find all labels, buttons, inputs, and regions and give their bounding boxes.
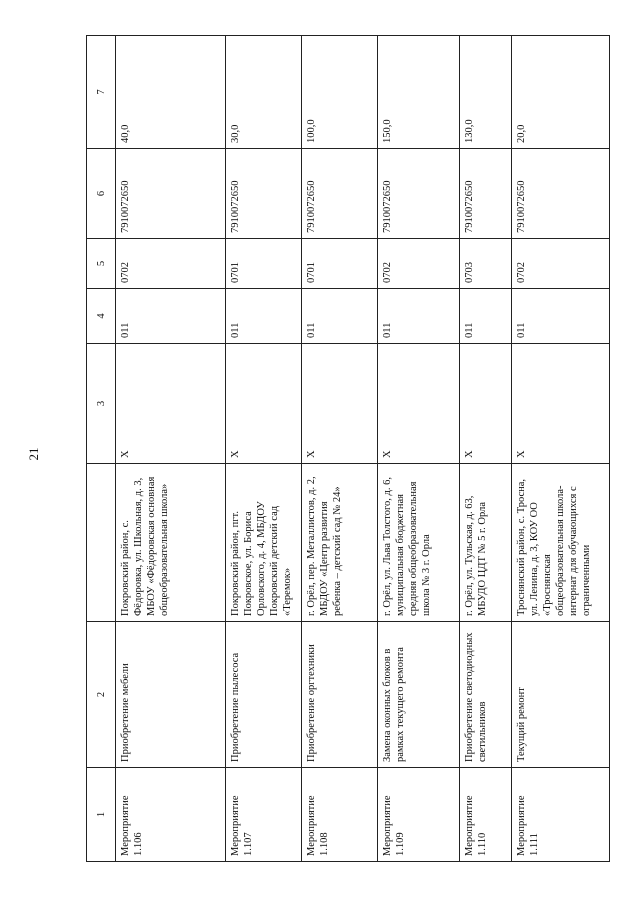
column-7-cell: 100,0 bbox=[302, 36, 378, 149]
table-row bbox=[512, 36, 610, 862]
column-header-5: 5 bbox=[87, 239, 116, 289]
column-7-cell: 30,0 bbox=[226, 36, 302, 149]
column-3-cell: Х bbox=[116, 344, 226, 464]
column-3-cell: Х bbox=[378, 344, 460, 464]
column-3-cell: Х bbox=[512, 344, 610, 464]
column-5-cell: 0702 bbox=[116, 239, 226, 289]
column-header-7: 7 bbox=[87, 36, 116, 149]
column-6-cell: 7910072650 bbox=[302, 149, 378, 239]
address-cell: Покровский район, с. Фёдоровка, ул. Школьная, д. 3, МБОУ «Фёдоровская основная общеобразовательная школа» bbox=[116, 464, 226, 622]
table-row bbox=[378, 36, 460, 862]
table-row bbox=[302, 36, 378, 862]
column-5-cell: 0702 bbox=[378, 239, 460, 289]
column-6-cell: 7910072650 bbox=[226, 149, 302, 239]
column-header-6: 6 bbox=[87, 149, 116, 239]
column-4-cell: 011 bbox=[226, 289, 302, 344]
column-6-cell: 7910072650 bbox=[116, 149, 226, 239]
column-6-cell: 7910072650 bbox=[512, 149, 610, 239]
column-5-cell: 0701 bbox=[226, 239, 302, 289]
column-4-cell: 011 bbox=[378, 289, 460, 344]
action-cell: Приобретение светодиодных светильников bbox=[460, 622, 512, 768]
table-row bbox=[226, 36, 302, 862]
column-header-4: 4 bbox=[87, 289, 116, 344]
table-body bbox=[87, 36, 610, 862]
column-4-cell: 011 bbox=[302, 289, 378, 344]
column-5-cell: 0701 bbox=[302, 239, 378, 289]
table-container bbox=[86, 36, 604, 862]
event-cell: Мероприятие 1.107 bbox=[226, 768, 302, 862]
table-header-row bbox=[87, 36, 116, 862]
table-row bbox=[116, 36, 226, 862]
column-header-2: 2 bbox=[87, 622, 116, 768]
page-number: 21 bbox=[26, 447, 41, 461]
column-3-cell: Х bbox=[460, 344, 512, 464]
column-3-cell: Х bbox=[302, 344, 378, 464]
event-cell: Мероприятие 1.108 bbox=[302, 768, 378, 862]
column-7-cell: 20,0 bbox=[512, 36, 610, 149]
table-row bbox=[460, 36, 512, 862]
event-cell: Мероприятие 1.109 bbox=[378, 768, 460, 862]
column-6-cell: 7910072650 bbox=[460, 149, 512, 239]
column-6-cell: 7910072650 bbox=[378, 149, 460, 239]
column-header-blank bbox=[87, 464, 116, 622]
column-5-cell: 0703 bbox=[460, 239, 512, 289]
action-cell: Приобретение оргтехники bbox=[302, 622, 378, 768]
address-cell: Троснянский район, с. Тросна, ул. Ленина, д. 3, КОУ ОО «Троснянская общеобразовательная школа-интернат для обучающихся с ограниченными bbox=[512, 464, 610, 622]
column-7-cell: 130,0 bbox=[460, 36, 512, 149]
action-cell: Приобретение мебели bbox=[116, 622, 226, 768]
data-table bbox=[86, 35, 610, 862]
address-cell: Покровский район, пгт. Покровское, ул. Бориса Орловского, д. 4, МБДОУ Покровский детский сад «Теремок» bbox=[226, 464, 302, 622]
address-cell: г. Орёл, ул. Тульская, д. 63, МБУДО ЦДТ № 5 г. Орла bbox=[460, 464, 512, 622]
column-4-cell: 011 bbox=[512, 289, 610, 344]
column-7-cell: 40,0 bbox=[116, 36, 226, 149]
column-3-cell: Х bbox=[226, 344, 302, 464]
action-cell: Текущий ремонт bbox=[512, 622, 610, 768]
address-cell: г. Орёл, ул. Льва Толстого, д. 6, муниципальная бюджетная средняя общеобразовательная школа № 3 г. Орла bbox=[378, 464, 460, 622]
action-cell: Замена оконных блоков в рамках текущего ремонта bbox=[378, 622, 460, 768]
event-cell: Мероприятие 1.110 bbox=[460, 768, 512, 862]
column-4-cell: 011 bbox=[116, 289, 226, 344]
event-cell: Мероприятие 1.106 bbox=[116, 768, 226, 862]
column-header-3: 3 bbox=[87, 344, 116, 464]
column-5-cell: 0702 bbox=[512, 239, 610, 289]
column-7-cell: 150,0 bbox=[378, 36, 460, 149]
action-cell: Приобретение пылесоса bbox=[226, 622, 302, 768]
column-header-1: 1 bbox=[87, 768, 116, 862]
address-cell: г. Орёл, пер. Металлистов, д. 2, МБДОУ «Центр развития ребенка – детский сад № 24» bbox=[302, 464, 378, 622]
column-4-cell: 011 bbox=[460, 289, 512, 344]
event-cell: Мероприятие 1.111 bbox=[512, 768, 610, 862]
